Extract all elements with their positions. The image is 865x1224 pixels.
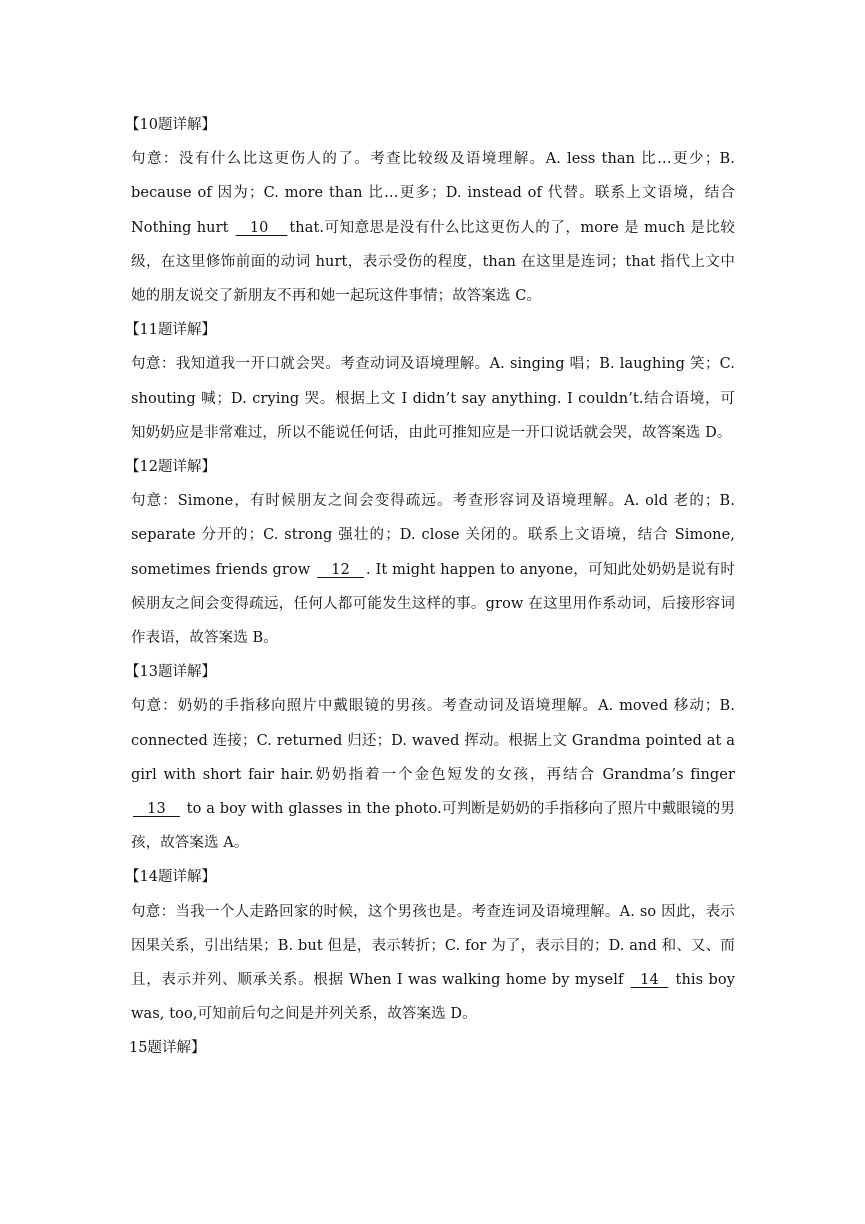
section-paragraph — [131, 142, 735, 313]
section-heading: 【14题详解】 — [125, 869, 216, 886]
answer-blank: 12 — [317, 561, 365, 578]
paragraph-text: 句意：没有什么比这更伤人的了。考查比较级及语境理解。A. less than 比…更少；B. because of 因为；C. more than 比…更多；D. instead of 代替。联系上文语境，结合 Nothing hurt — [131, 151, 735, 236]
answer-blank: 13 — [133, 801, 180, 817]
section-paragraph — [131, 689, 735, 860]
paragraph-text: 句意：当我一个人走路回家的时候，这个男孩也是。考查连词及语境理解。A. so 因此，表示因果关系，引出结果；B. but 但是，表示转折；C. for 为了，表示目的；D. and 和、又、而且，表示并列、顺承关系。根据 When I was walking home by myself — [131, 903, 735, 988]
paragraph-text: . It might happen to anyone，可知此处奶奶是说有时候朋友之间会变得疏远，任何人都可能发生这样的事。grow 在这里用作系动词，后接形容词作表语，故答案选 B。 — [131, 561, 735, 646]
section-heading: 【12题详解】 — [125, 459, 216, 475]
section-paragraph — [131, 484, 735, 655]
paragraph-text: 句意：Simone，有时候朋友之间会变得疏远。考查形容词及语境理解。A. old 老的；B. separate 分开的；C. strong 强壮的；D. close 关闭的。联系上文语境，结合 Simone, sometimes friends grow — [131, 493, 735, 578]
section-heading: 【10题详解】 — [125, 117, 216, 133]
paragraph-text: to a boy with glasses in the photo.可判断是奶奶的手指移向了照片中戴眼镜的男孩，故答案选 A。 — [131, 801, 735, 852]
section-heading: 【11题详解】 — [125, 322, 216, 339]
section-paragraph — [131, 347, 735, 450]
document-content — [125, 108, 735, 1066]
paragraph-text: 句意：我知道我一开口就会哭。考查动词及语境理解。A. singing 唱；B. laughing 笑；C. shouting 喊；D. crying 哭。根据上文 I didn’t say anything. I couldn’t.结合语境，可知奶奶应是非常难过，所以不能说任何话，由此可推知应是一开口说话就会哭，故答案选 D。 — [131, 356, 735, 441]
paragraph-text: 句意：奶奶的手指移向照片中戴眼镜的男孩。考查动词及语境理解。A. moved 移动；B. connected 连接；C. returned 归还；D. waved 挥动。根据上文 Grandma pointed at a girl with short fair hair.奶奶指着一个金色短发的女孩，再结合 Grandma’s finger — [131, 698, 735, 783]
paragraph-text: that.可知意思是没有什么比这更伤人的了，more 是 much 是比较级，在这里修饰前面的动词 hurt，表示受伤的程度，than 在这里是连词；that 指代上文中她的朋友说交了新朋友不再和她一起玩这件事情；故答案选 C。 — [131, 219, 735, 304]
answer-blank: 14 — [630, 972, 669, 988]
section-heading: 【13题详解】 — [125, 664, 216, 681]
paragraph-text: this boy was, too,可知前后句之间是并列关系，故答案选 D。 — [131, 972, 735, 1023]
section-heading: 15题详解】 — [129, 1040, 206, 1057]
section-paragraph — [131, 895, 735, 1032]
answer-blank: 10 — [235, 219, 288, 236]
